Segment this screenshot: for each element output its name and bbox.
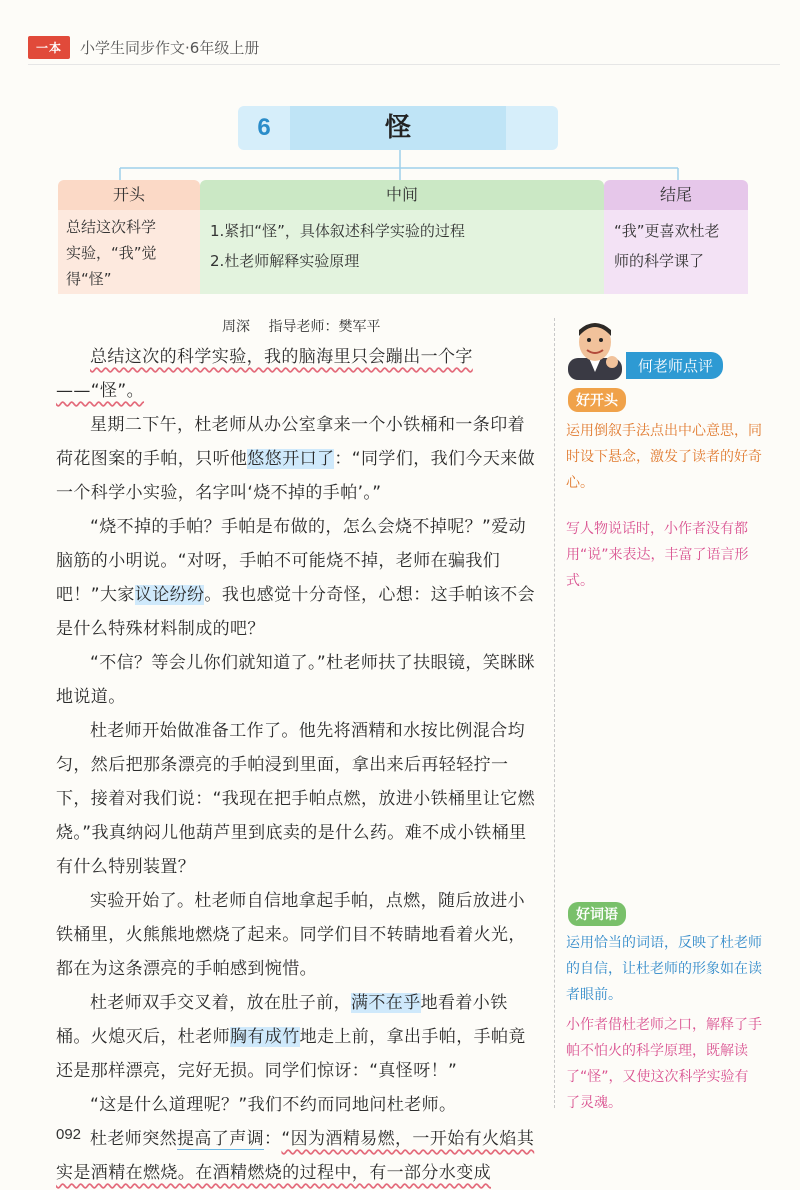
outline-opening-body: 总结这次科学 实验，“我”觉 得“怪” [58, 210, 200, 294]
dialogue-note: 写人物说话时，小作者没有都用“说”来表达，丰富了语言形式。 [566, 521, 749, 589]
good-words-tag: 好词语 [568, 902, 626, 926]
good-words-note: 运用恰当的词语，反映了杜老师的自信，让杜老师的形象如在读者眼前。 [566, 935, 762, 1003]
outline-ending-head: 结尾 [604, 180, 748, 210]
essay-paragraph: “这是什么道理呢？”我们不约而同地问杜老师。 [90, 1095, 457, 1115]
teacher-avatar-icon [566, 318, 624, 380]
good-opening-note: 运用倒叙手法点出中心意思，同时设下悬念，激发了读者的好奇心。 [566, 423, 762, 491]
author-name: 周深 [222, 319, 250, 335]
essay-paragraph: 实验开始了。杜老师自信地拿起手帕，点燃，随后放进小铁桶里，火熊熊地燃烧了起来。同学们目不转睛地看着火光，都在为这条漂亮的手帕感到惋惜。 [56, 891, 526, 979]
outline-middle-body: 1.紧扣“怪”，具体叙述科学实验的过程 2.杜老师解释实验原理 [200, 210, 604, 294]
book-title: 小学生同步作文·6年级上册 [80, 39, 260, 57]
highlight-phrase: 议论纷纷 [134, 585, 205, 605]
essay-body [56, 340, 538, 1190]
essay-paragraph: 杜老师开始做准备工作了。他先将酒精和水按比例混合均匀，然后把那条漂亮的手帕浸到里面，拿出来后再轻轻拧一下，接着对我们说：“我现在把手帕点燃，放进小铁桶里让它燃烧。”我真纳闷儿他葫芦里到底卖的是什么药。难不成小铁桶里有什么特别装置？ [56, 721, 536, 877]
lesson-title-banner [238, 106, 558, 150]
outline-opening-head: 开头 [58, 180, 200, 210]
page-number: 092 [56, 1126, 82, 1143]
teacher-review-badge: 何老师点评 [626, 352, 723, 379]
lesson-number: 6 [257, 114, 271, 141]
outline-middle-head: 中间 [200, 180, 604, 210]
essay-paragraph: 杜老师双手交叉着，放在肚子前，满不在乎地看着小铁桶。火熄灭后，杜老师胸有成竹地走上前，拿出手帕，手帕竟还是那样漂亮，完好无损。同学们惊讶：“真怪呀！” [56, 993, 526, 1081]
essay-paragraph: “不信？等会儿你们就知道了。”杜老师扶了扶眼镜，笑眯眯地说道。 [56, 653, 535, 707]
brand-badge: 一本 [28, 36, 70, 59]
highlight-phrase: 悠悠开口了 [247, 449, 335, 469]
essay-paragraph: 总结这次的科学实验，我的脑海里只会蹦出一个字——“怪”。 [56, 347, 473, 401]
good-opening-tag: 好开头 [568, 388, 626, 412]
outline-ending-body: “我”更喜欢杜老 师的科学课了 [604, 210, 748, 294]
wavy-underlined-phrase: “因为酒精易燃，一开始有火焰其实是酒精在燃烧。在酒精燃烧的过程中，有一部分水变成 [56, 1129, 535, 1183]
author-line [222, 316, 394, 336]
essay-paragraph: 杜老师突然提高了声调：“因为酒精易燃，一开始有火焰其实是酒精在燃烧。在酒精燃烧的过程中，有一部分水变成 [56, 1129, 535, 1183]
lesson-title: 怪 [384, 113, 411, 143]
header-divider [28, 64, 780, 65]
essay-paragraph: “烧不掉的手帕？手帕是布做的，怎么会烧不掉呢？”爱动脑筋的小明说。“对呀，手帕不可能烧不掉，老师在骗我们吧！”大家议论纷纷。我也感觉十分奇怪，心想：这手帕该不会是什么特殊材料制成的吧？ [56, 517, 536, 639]
essay-paragraph: 星期二下午，杜老师从办公室拿来一个小铁桶和一条印着荷花图案的手帕，只听他悠悠开口了：“同学们，我们今天来做一个科学小实验，名字叫‘烧不掉的手帕’。” [56, 415, 536, 503]
page-header [28, 36, 259, 59]
underlined-phrase: 提高了声调 [177, 1129, 264, 1149]
outline-connector-lines [0, 150, 800, 182]
column-divider [554, 318, 556, 1108]
teacher-name: 指导老师：樊军平 [268, 319, 381, 335]
highlight-phrase: 胸有成竹 [230, 1027, 300, 1047]
ending-note: 小作者借杜老师之口，解释了手帕不怕火的科学原理，既解读了“怪”，又使这次科学实验有了灵魂。 [566, 1017, 762, 1111]
highlight-phrase: 满不在乎 [351, 993, 421, 1013]
